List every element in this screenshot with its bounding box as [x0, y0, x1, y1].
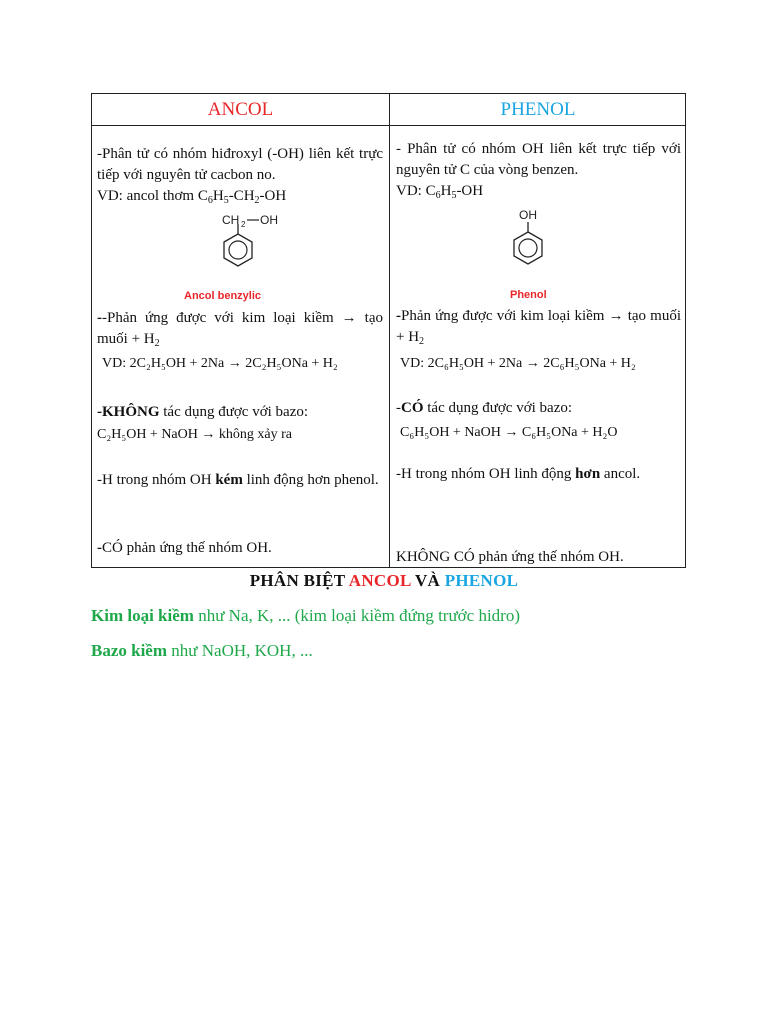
ancol-sub-text: CÓ phản ứng thế nhóm OH.	[102, 540, 272, 556]
phenol-substitution: KHÔNG CÓ phản ứng thế nhóm OH.	[396, 549, 624, 565]
header-divider	[92, 125, 685, 126]
ancol-example: VD: ancol thơm $C_6H_5-CH_2-OH$	[97, 188, 287, 206]
phenol-h-mobility	[396, 464, 681, 485]
note-alkali-base-bold: Bazo kiềm	[91, 641, 168, 660]
ancol-h-bold: kém	[215, 472, 243, 488]
column-divider	[389, 94, 390, 567]
svg-text:OH: OH	[260, 214, 278, 227]
phenol-base-equation: C₆H₅OH + NaOH → C₆H₅ONa + H₂O	[400, 425, 618, 440]
ancol-base-reaction	[97, 402, 383, 423]
phenol-structure-label: Phenol	[510, 289, 547, 301]
title-ancol: ANCOL	[348, 571, 411, 590]
phenol-structure-icon	[500, 204, 560, 288]
phenol-example: VD: $C_6H_5-OH$	[396, 183, 484, 201]
header-ancol: ANCOL	[207, 99, 274, 120]
ancol-definition: -Phân tử có nhóm hiđroxyl (-OH) liên kết trực tiếp với nguyên tử cacbon no.	[97, 146, 383, 183]
ancol-alkali-equation: VD: 2C₂H₅OH + 2Na → 2C₂H₅ONa + H₂	[102, 356, 338, 371]
title-phenol: PHENOL	[444, 571, 519, 590]
title-mid: VÀ	[410, 571, 445, 590]
ancol-alkali-text: -Phản ứng được với kim loại kiềm → tạo muối + H	[97, 310, 383, 347]
ancol-alkali-reaction: --Phản ứng được với kim loại kiềm → tạo muối + $H_2$	[97, 310, 383, 349]
benzyl-alcohol-structure-icon	[202, 214, 302, 278]
phenol-example-prefix: VD: C	[396, 183, 436, 199]
ancol-structure-label: Ancol benzylic	[184, 290, 262, 302]
svg-text:2: 2	[241, 220, 246, 229]
phenol-alkali-equation: VD: 2C₆H₅OH + 2Na → 2C₆H₅ONa + H₂	[400, 356, 636, 371]
comparison-table	[91, 93, 686, 568]
phenol-base-reaction: -CÓ tác dụng được với bazo:	[396, 400, 573, 416]
ancol-h-post: linh động hơn phenol.	[242, 472, 379, 488]
ancol-h-mobility	[97, 470, 383, 491]
phenol-h-bold: hơn	[575, 466, 601, 482]
phenol-base-text: tác dụng được với bazo:	[423, 400, 573, 416]
title-prefix: PHÂN BIỆT	[249, 571, 349, 590]
page-title	[0, 571, 768, 591]
phenol-h-pre: -H trong nhóm OH linh động	[396, 466, 576, 482]
phenol-definition: - Phân tử có nhóm OH liên kết trực tiếp với nguyên tử C của vòng benzen.	[396, 141, 681, 178]
header-phenol: PHENOL	[500, 99, 576, 120]
note-alkali-metal-bold: Kim loại kiềm	[91, 606, 194, 625]
svg-text:OH: OH	[519, 208, 537, 222]
ancol-example-prefix: VD: ancol thơm C	[97, 188, 208, 204]
phenol-alkali-text: Phản ứng được với kim loại kiềm → tạo muối + H	[396, 308, 681, 345]
ancol-base-equation: C₂H₅OH + NaOH → không xảy ra	[97, 427, 292, 442]
note-alkali-metal	[91, 606, 520, 626]
note-alkali-base-text: như NaOH, KOH, ...	[167, 641, 313, 660]
ancol-sub-bold: -	[97, 540, 102, 556]
phenol-alkali-reaction: -Phản ứng được với kim loại kiềm → tạo muối + $H_2$	[396, 308, 681, 347]
phenol-base-bold: CÓ	[401, 400, 424, 416]
svg-text:CH: CH	[222, 214, 240, 227]
ancol-base-text: tác dụng được với bazo:	[159, 404, 309, 420]
ancol-h-pre: -H trong nhóm OH	[97, 472, 216, 488]
ancol-substitution	[97, 538, 383, 559]
ancol-base-bold: -KHÔNG	[97, 404, 160, 420]
note-alkali-metal-text: như Na, K, ... (kim loại kiềm đứng trước hidro)	[193, 606, 520, 625]
phenol-h-post: ancol.	[600, 466, 641, 482]
note-alkali-base	[91, 641, 313, 661]
